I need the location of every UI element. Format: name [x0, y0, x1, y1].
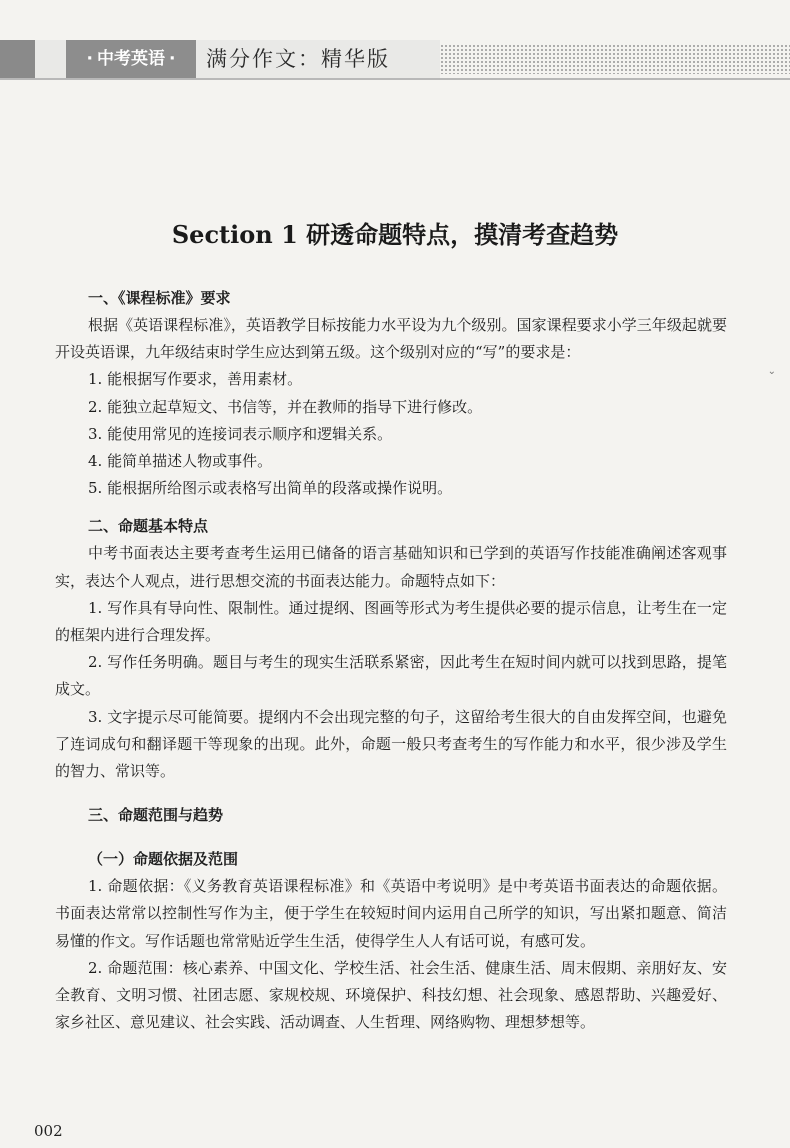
part2-intro: 中考书面表达主要考查考生运用已储备的语言基础知识和已学到的英语写作技能准确阐述客观事实，表达个人观点，进行思想交流的书面表达能力。命题特点如下： [55, 544, 727, 590]
part3-heading: 三、命题范围与趋势 [88, 806, 224, 825]
section-title: Section 1 研透命题特点，摸清考查趋势 [171, 220, 619, 249]
list-item: 1. 命题依据：《义务教育英语课程标准》和《英语中考说明》是中考英语书面表达的命题依据。书面表达常常以控制性写作为主，便于学生在较短时间内运用自己所学的知识，写出紧扣题意、简洁易懂的作文。写作话题也常常贴近学生生活，使得学生人人有话可说，有感可发。 [55, 877, 727, 950]
series-tag: · 中考英语 · [66, 40, 196, 78]
list-item: 3. 文字提示尽可能简要。提纲内不会出现完整的句子，这留给考生很大的自由发挥空间，也避免了连词成句和翻译题干等现象的出现。此外，命题一般只考查考生的写作能力和水平，很少涉及学生的智力、常识等。 [55, 707, 727, 781]
header-dot-pattern [440, 44, 790, 74]
list-item: 4. 能简单描述人物或事件。 [88, 452, 273, 471]
book-subtitle: 满分作文：精华版 [206, 47, 390, 71]
list-item: 1. 能根据写作要求，善用素材。 [88, 370, 303, 389]
edge-mark: ⌄ [767, 366, 776, 377]
list-item: 2. 命题范围：核心素养、中国文化、学校生活、社会生活、健康生活、周末假期、亲朋好友、安全教育、文明习惯、社团志愿、家规校规、环境保护、科技幻想、社会现象、感恩帮助、兴趣爱好、家乡社区、意见建议、社会实践、活动调查、人生哲理、网络购物、理想梦想等。 [55, 958, 727, 1032]
part1-intro: 根据《英语课程标准》，英语教学目标按能力水平设为九个级别。国家课程要求小学三年级起就要开设英语课，九年级结束时学生应达到第五级。这个级别对应的“写”的要求是： [55, 316, 727, 362]
list-item: 3. 能使用常见的连接词表示顺序和逻辑关系。 [88, 424, 393, 443]
part1-heading: 一、《课程标准》要求 [88, 289, 231, 307]
list-item: 2. 写作任务明确。题目与考生的现实生活联系紧密，因此考生在短时间内就可以找到思路，提笔成文。 [55, 653, 727, 699]
part2-heading: 二、命题基本特点 [88, 517, 209, 536]
part3-subheading: （一）命题依据及范围 [88, 850, 239, 869]
header-rule [0, 78, 790, 80]
page-number: 002 [34, 1122, 63, 1140]
list-item: 1. 写作具有导向性、限制性。通过提纲、图画等形式为考生提供必要的提示信息，让考生在一定的框架内进行合理发挥。 [55, 598, 727, 645]
list-item: 5. 能根据所给图示或表格写出简单的段落或操作说明。 [88, 479, 453, 498]
list-item: 2. 能独立起草短文、书信等，并在教师的指导下进行修改。 [88, 397, 483, 416]
page-body [55, 284, 727, 1036]
